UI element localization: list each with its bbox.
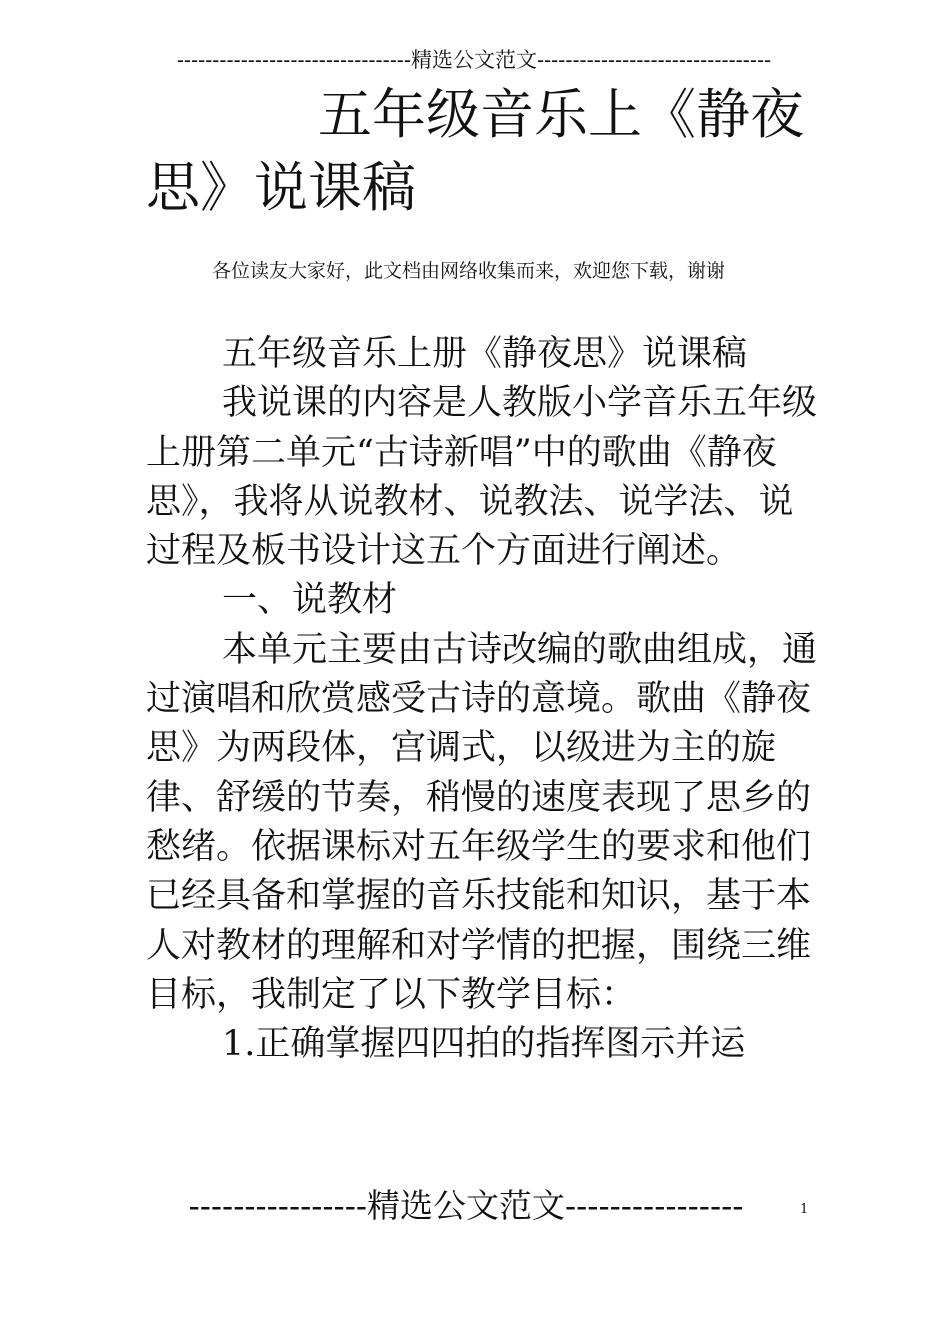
body-paragraph-goal-1: 1.正确掌握四四拍的指挥图示并运 <box>222 1024 746 1065</box>
download-notice: 各位读友大家好，此文档由网络收集而来，欢迎您下载，谢谢 <box>212 260 726 282</box>
page-footer: ----------------精选公文范文---------------- <box>188 1186 744 1225</box>
document-title: 五年级音乐上《静夜思》说课稿 <box>146 83 804 219</box>
body-paragraph-intro: 我说课的内容是人教版小学音乐五年级上册第二单元“古诗新唱”中的歌曲《静夜思》，我将从说教材、说教法、说学法、说过程及板书设计这五个方面进行阐述。 <box>146 383 818 572</box>
section-heading: 一、说教材 <box>222 580 398 621</box>
body-paragraph-subtitle: 五年级音乐上册《静夜思》说课稿 <box>222 334 748 374</box>
page-number: 1 <box>800 1202 809 1217</box>
page-header: ---------------------------------精选公文范文--------------------------------- <box>176 48 772 72</box>
document-body <box>146 330 822 1069</box>
body-paragraph-textbook: 本单元主要由古诗改编的歌曲组成，通过演唱和欣赏感受古诗的意境。歌曲《静夜思》为两段体，宫调式，以级进为主的旋律、舒缓的节奏，稍慢的速度表现了思乡的愁绪。依据课标对五年级学生的要求和他们已经具备和掌握的音乐技能和知识，基于本人对教材的理解和对学情的把握，围绕三维目标，我制定了以下教学目标： <box>146 629 818 1015</box>
